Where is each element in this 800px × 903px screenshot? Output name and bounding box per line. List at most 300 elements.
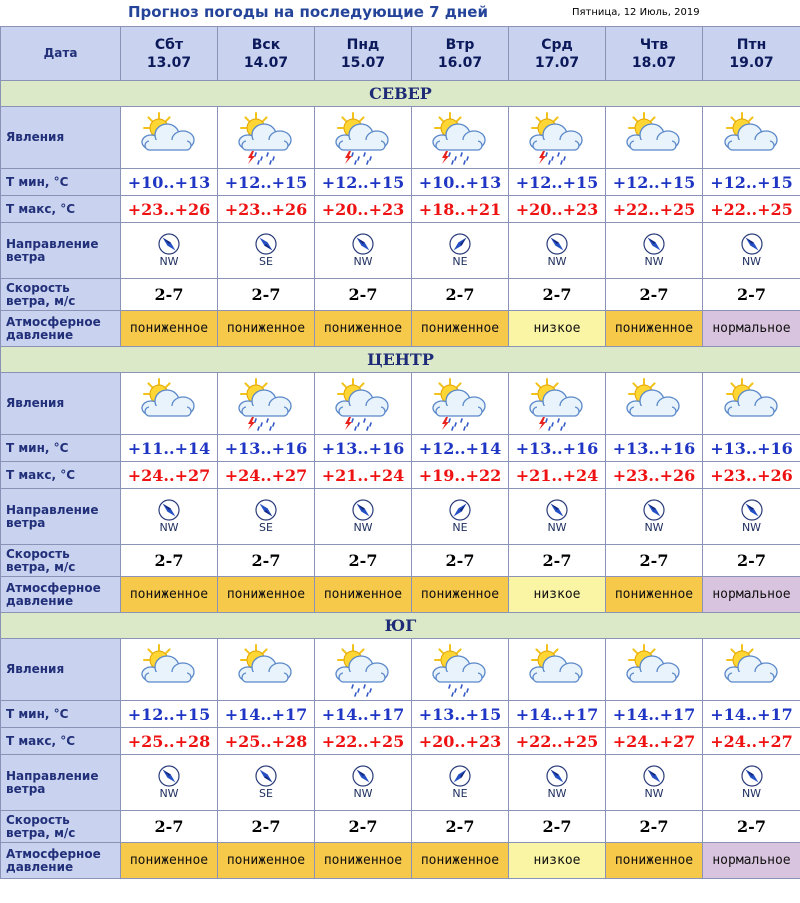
wind-speed-cell: 2-7 [703,279,800,311]
thunderstorm-icon [428,111,492,165]
wind-speed-cell: 2-7 [509,811,606,843]
partly-cloudy-icon [622,377,686,431]
day-name: Сбт [154,36,184,53]
day-date: 18.07 [631,54,677,71]
day-name: Пнд [346,36,380,53]
wind-direction-cell [606,223,703,279]
pressure-value: пониженное [420,321,500,336]
tmin-label [1,435,121,462]
day-name: Птн [736,36,767,53]
wind-direction-label-line: Направление [6,236,99,251]
wind-direction-cell [315,755,412,811]
wind-direction-label-line: Направление [6,502,99,517]
tmin-cell: +13..+16 [606,435,703,462]
pressure-value: пониженное [614,587,694,602]
tmin-label-line: Т мин, °С [6,706,69,721]
partly-cloudy-icon [234,643,298,697]
tmin-cell: +13..+16 [218,435,315,462]
wind-direction-text: NW [159,255,179,268]
tmax-row [1,728,800,755]
region-title: СЕВЕР [1,81,800,107]
tmin-row [1,435,800,462]
pressure-cell [606,577,703,613]
wind-direction-label-line: ветра [6,781,46,796]
wind-speed-label-line: Скорость [6,546,70,561]
wind-speed-cell: 2-7 [509,279,606,311]
wind-direction-text: NE [452,521,468,534]
phenomena-cell [606,639,703,701]
wind-speed-cell: 2-7 [315,279,412,311]
wind-direction-cell [121,755,218,811]
pressure-label-line: давление [6,859,74,874]
wind-direction-text: NW [353,521,373,534]
wind-direction-cell [315,223,412,279]
wind-direction-row [1,223,800,279]
wind-compass-icon [449,233,471,255]
pressure-value: пониженное [420,587,500,602]
pressure-label [1,311,121,347]
day-header [315,27,412,81]
tmax-cell: +23..+26 [606,462,703,489]
wind-direction-text: NW [644,521,664,534]
wind-direction-cell [218,489,315,545]
phenomena-label-line: Явления [6,130,65,144]
phenomena-cell [606,373,703,435]
wind-speed-label [1,279,121,311]
page-title: Прогноз погоды на последующие 7 дней [128,3,488,21]
tmax-cell: +20..+23 [509,196,606,223]
pressure-cell [121,843,218,879]
wind-direction-text: NW [159,521,179,534]
wind-direction-label-line: Направление [6,768,99,783]
pressure-value: пониженное [323,587,403,602]
thunderstorm-icon [234,377,298,431]
tmin-cell: +10..+13 [412,169,509,196]
wind-speed-row [1,545,800,577]
wind-compass-icon [158,233,180,255]
tmax-cell: +25..+28 [121,728,218,755]
tmax-label [1,462,121,489]
tmin-cell: +10..+13 [121,169,218,196]
pressure-label [1,843,121,879]
wind-speed-label-line: Скорость [6,280,70,295]
tmin-cell: +13..+16 [315,435,412,462]
rain-icon [331,643,395,697]
wind-compass-icon [352,499,374,521]
wind-compass-icon [352,233,374,255]
wind-direction-text: NE [452,787,468,800]
wind-speed-label [1,545,121,577]
phenomena-cell [315,107,412,169]
pressure-value: пониженное [226,321,306,336]
wind-compass-icon [643,765,665,787]
pressure-label-line: давление [6,327,74,342]
phenomena-cell [412,107,509,169]
pressure-label-line: Атмосферное [6,580,101,595]
wind-speed-cell: 2-7 [412,279,509,311]
wind-compass-icon [158,765,180,787]
tmax-row [1,196,800,223]
region-header-row [1,613,800,639]
wind-direction-text: NW [353,787,373,800]
phenomena-row [1,107,800,169]
pressure-label-line: Атмосферное [6,846,101,861]
wind-direction-cell [509,489,606,545]
tmax-cell: +21..+24 [509,462,606,489]
pressure-value: пониженное [129,321,209,336]
rain-icon [428,643,492,697]
wind-compass-icon [255,499,277,521]
tmax-cell: +19..+22 [412,462,509,489]
wind-direction-cell [703,755,800,811]
partly-cloudy-icon [622,643,686,697]
phenomena-cell [315,639,412,701]
wind-compass-icon [449,499,471,521]
wind-speed-cell: 2-7 [121,545,218,577]
pressure-value: пониженное [226,853,306,868]
phenomena-cell [218,373,315,435]
tmin-cell: +13..+16 [703,435,800,462]
partly-cloudy-icon [622,111,686,165]
pressure-cell [412,311,509,347]
wind-direction-cell [218,755,315,811]
tmax-cell: +23..+26 [703,462,800,489]
wind-direction-text: NW [159,787,179,800]
day-header [703,27,800,81]
tmax-cell: +22..+25 [315,728,412,755]
wind-direction-cell [703,489,800,545]
phenomena-cell [121,373,218,435]
pressure-row [1,577,800,613]
tmax-cell: +23..+26 [218,196,315,223]
wind-speed-cell: 2-7 [412,811,509,843]
wind-speed-label-line: Скорость [6,812,70,827]
wind-direction-row [1,755,800,811]
phenomena-cell [412,639,509,701]
thunderstorm-icon [525,111,589,165]
tmax-cell: +23..+26 [121,196,218,223]
wind-speed-cell: 2-7 [412,545,509,577]
day-date: 16.07 [437,54,483,71]
tmin-cell: +12..+15 [703,169,800,196]
phenomena-cell [218,107,315,169]
partly-cloudy-icon [720,643,784,697]
wind-direction-text: SE [259,521,273,534]
tmin-row [1,701,800,728]
day-header [412,27,509,81]
tmax-label-line: Т макс, °С [6,201,76,216]
forecast-table [0,26,800,879]
wind-speed-cell: 2-7 [315,811,412,843]
partly-cloudy-icon [525,643,589,697]
thunderstorm-icon [331,377,395,431]
wind-compass-icon [741,233,763,255]
day-header [218,27,315,81]
day-name: Вск [251,36,281,53]
tmax-cell: +20..+23 [315,196,412,223]
wind-direction-cell [121,489,218,545]
partly-cloudy-icon [720,377,784,431]
pressure-cell [703,577,800,613]
pressure-cell [412,577,509,613]
tmax-label [1,196,121,223]
wind-compass-icon [546,765,568,787]
phenomena-label [1,107,121,169]
partly-cloudy-icon [137,643,201,697]
phenomena-cell [509,107,606,169]
tmin-cell: +12..+15 [606,169,703,196]
pressure-cell [121,577,218,613]
pressure-cell [315,843,412,879]
tmin-row [1,169,800,196]
wind-direction-text: NW [353,255,373,268]
region-header-row [1,347,800,373]
pressure-value: нормальное [712,321,791,336]
wind-speed-cell: 2-7 [121,279,218,311]
wind-direction-text: NW [547,787,567,800]
tmin-cell: +14..+17 [703,701,800,728]
tmin-cell: +14..+17 [315,701,412,728]
day-date: 14.07 [243,54,289,71]
tmin-cell: +12..+15 [315,169,412,196]
wind-direction-cell [606,489,703,545]
wind-compass-icon [546,233,568,255]
wind-direction-cell [412,755,509,811]
phenomena-cell [509,373,606,435]
day-name: Чтв [639,36,669,53]
wind-speed-cell: 2-7 [703,811,800,843]
pressure-value: пониженное [129,853,209,868]
day-name: Втр [445,36,475,53]
wind-direction-label [1,223,121,279]
wind-speed-label-line: ветра, м/с [6,559,76,574]
wind-compass-icon [158,499,180,521]
day-date: 17.07 [534,54,580,71]
wind-direction-text: SE [259,787,273,800]
wind-compass-icon [741,765,763,787]
phenomena-row [1,373,800,435]
wind-speed-cell: 2-7 [606,279,703,311]
wind-direction-cell [315,489,412,545]
tmax-cell: +22..+25 [703,196,800,223]
tmin-label-line: Т мин, °С [6,174,69,189]
thunderstorm-icon [234,111,298,165]
pressure-cell [218,843,315,879]
wind-direction-text: NW [741,787,762,800]
tmin-cell: +12..+15 [509,169,606,196]
pressure-cell [606,311,703,347]
phenomena-label [1,373,121,435]
wind-speed-cell: 2-7 [121,811,218,843]
wind-direction-text: NW [547,255,567,268]
pressure-cell [703,311,800,347]
pressure-value: пониженное [323,321,403,336]
wind-speed-label-line: ветра, м/с [6,293,76,308]
pressure-cell [218,577,315,613]
tmax-cell: +25..+28 [218,728,315,755]
pressure-value: пониженное [420,853,500,868]
wind-compass-icon [255,765,277,787]
pressure-value: пониженное [129,587,209,602]
pressure-cell [509,577,606,613]
wind-direction-text: SE [259,255,273,268]
wind-speed-cell: 2-7 [218,811,315,843]
wind-compass-icon [352,765,374,787]
tmax-cell: +24..+27 [218,462,315,489]
wind-direction-cell [218,223,315,279]
thunderstorm-icon [428,377,492,431]
pressure-cell [412,843,509,879]
pressure-value: пониженное [323,853,403,868]
date-header: Дата [1,27,121,81]
pressure-cell [121,311,218,347]
tmax-cell: +22..+25 [509,728,606,755]
tmin-label [1,169,121,196]
day-name: Срд [541,36,573,53]
wind-compass-icon [643,499,665,521]
partly-cloudy-icon [137,377,201,431]
tmin-cell: +14..+17 [606,701,703,728]
phenomena-cell [606,107,703,169]
wind-direction-text: NW [741,521,762,534]
partly-cloudy-icon [720,111,784,165]
day-header [121,27,218,81]
region-title: ЦЕНТР [1,347,800,373]
pressure-cell [606,843,703,879]
wind-direction-cell [703,223,800,279]
wind-speed-row [1,811,800,843]
wind-speed-row [1,279,800,311]
phenomena-label [1,639,121,701]
day-date: 19.07 [729,54,774,71]
wind-direction-label [1,755,121,811]
wind-direction-label [1,489,121,545]
tmax-cell: +24..+27 [703,728,800,755]
pressure-value: пониженное [226,587,306,602]
pressure-label-line: Атмосферное [6,314,101,329]
tmax-cell: +24..+27 [121,462,218,489]
pressure-row [1,843,800,879]
phenomena-cell [509,639,606,701]
tmin-label-line: Т мин, °С [6,440,69,455]
tmax-label-line: Т макс, °С [6,467,76,482]
region-header-row [1,81,800,107]
header [0,0,800,26]
tmin-cell: +12..+14 [412,435,509,462]
pressure-label-line: давление [6,593,74,608]
day-header [509,27,606,81]
forecast-body [1,27,800,879]
pressure-value: пониженное [614,853,694,868]
tmax-cell: +18..+21 [412,196,509,223]
wind-direction-text: NE [452,255,468,268]
day-header [606,27,703,81]
wind-speed-cell: 2-7 [703,545,800,577]
tmax-cell: +22..+25 [606,196,703,223]
tmin-cell: +14..+17 [218,701,315,728]
phenomena-cell [703,107,800,169]
wind-direction-text: NW [644,787,664,800]
wind-speed-cell: 2-7 [218,545,315,577]
phenomena-label-line: Явления [6,662,65,676]
phenomena-cell [412,373,509,435]
thunderstorm-icon [331,111,395,165]
wind-speed-cell: 2-7 [606,811,703,843]
wind-direction-cell [509,755,606,811]
wind-direction-cell [121,223,218,279]
wind-speed-cell: 2-7 [315,545,412,577]
wind-direction-row [1,489,800,545]
tmin-cell: +13..+16 [509,435,606,462]
tmin-cell: +14..+17 [509,701,606,728]
tmax-row [1,462,800,489]
wind-direction-cell [509,223,606,279]
tmin-cell: +13..+15 [412,701,509,728]
pressure-value: нормальное [712,587,791,602]
thunderstorm-icon [525,377,589,431]
tmax-label [1,728,121,755]
wind-speed-cell: 2-7 [509,545,606,577]
pressure-value: нормальное [712,853,791,868]
tmax-cell: +20..+23 [412,728,509,755]
phenomena-cell [121,639,218,701]
tmin-label [1,701,121,728]
wind-direction-cell [412,223,509,279]
wind-compass-icon [643,233,665,255]
pressure-value: пониженное [614,321,694,336]
phenomena-cell [121,107,218,169]
pressure-label [1,577,121,613]
phenomena-cell [218,639,315,701]
pressure-row [1,311,800,347]
pressure-cell [703,843,800,879]
wind-direction-text: NW [741,255,762,268]
wind-speed-cell: 2-7 [606,545,703,577]
pressure-cell [509,843,606,879]
pressure-cell [509,311,606,347]
wind-compass-icon [741,499,763,521]
tmin-cell: +12..+15 [218,169,315,196]
wind-direction-cell [606,755,703,811]
pressure-cell [315,311,412,347]
phenomena-cell [703,373,800,435]
wind-direction-text: NW [547,521,567,534]
tmax-cell: +24..+27 [606,728,703,755]
phenomena-cell [703,639,800,701]
wind-compass-icon [449,765,471,787]
wind-direction-label-line: ветра [6,515,46,530]
tmax-cell: +21..+24 [315,462,412,489]
day-date: 15.07 [340,54,386,71]
wind-compass-icon [255,233,277,255]
wind-direction-text: NW [644,255,664,268]
phenomena-label-line: Явления [6,396,65,410]
wind-speed-label-line: ветра, м/с [6,825,76,840]
partly-cloudy-icon [137,111,201,165]
pressure-value: низкое [533,853,581,868]
wind-compass-icon [546,499,568,521]
current-date: Пятница, 12 Июль, 2019 [572,7,700,18]
tmin-cell: +11..+14 [121,435,218,462]
tmin-cell: +12..+15 [121,701,218,728]
wind-direction-cell [412,489,509,545]
tmax-label-line: Т макс, °С [6,733,76,748]
phenomena-cell [315,373,412,435]
days-header-row [1,27,800,81]
wind-direction-label-line: ветра [6,249,46,264]
region-title: ЮГ [1,613,800,639]
pressure-value: низкое [533,587,581,602]
